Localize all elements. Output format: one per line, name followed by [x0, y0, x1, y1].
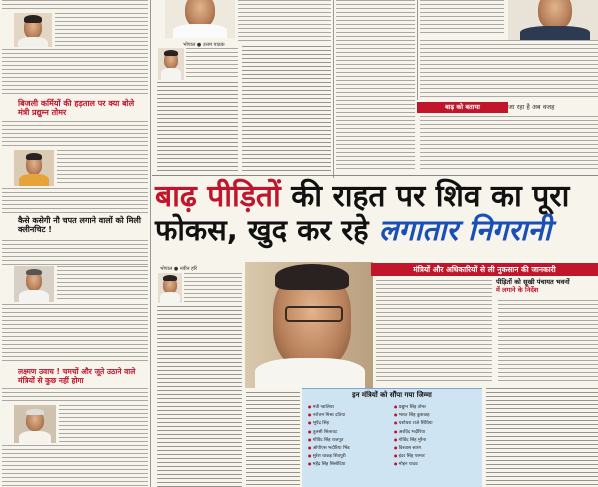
article-text-block	[157, 306, 242, 487]
list-item: ● तुलसी सिलावट	[308, 428, 392, 436]
list-item: ● यशोधरा राजे सिंधिया	[394, 419, 478, 427]
minister-list-left	[308, 403, 392, 469]
politician-photo	[14, 13, 52, 47]
list-item: ● महेंद्र सिंह सिसोदिया	[308, 460, 392, 468]
left-headline-3: लक्ष्मण उवाच ! चमचों और जूते उठाने वाले मंत्रियों से कुछ नहीं होगा	[18, 367, 136, 385]
article-text-block	[2, 188, 148, 214]
story-byline: भोपाल ● नवीन हरि	[160, 266, 198, 272]
article-text-block	[2, 0, 148, 12]
list-item: ● भूपेंद्र सिंह	[308, 419, 392, 427]
mini-banner-trailing: जा रहा है अब वजह	[508, 103, 555, 111]
spectacles-icon	[285, 306, 343, 322]
minister-list-right	[394, 403, 478, 469]
official-top-right-photo	[508, 0, 598, 40]
main-headline-line2: फोकस, खुद कर रहे	[155, 212, 369, 247]
article-text-block	[238, 0, 331, 44]
article-text-block	[2, 388, 148, 404]
article-text-block	[59, 405, 148, 443]
article-text-block	[420, 40, 598, 100]
article-text-block	[336, 0, 415, 172]
leader-photo	[14, 405, 56, 443]
list-item: ● ओपीएस भदौरिया भिंड	[308, 444, 392, 452]
article-text-block	[486, 388, 598, 487]
list-item: ● सुरेश धाकड़ शिवपुरी	[308, 452, 392, 460]
article-text-block	[2, 445, 148, 487]
article-text-block	[420, 0, 504, 34]
article-text-block	[55, 13, 148, 47]
main-headline-blue: लगातार निगरानी	[378, 212, 552, 247]
list-item: ● प्रद्युम्न सिंह तोमर	[394, 403, 478, 411]
article-text-block	[246, 392, 300, 487]
minister-list-box	[302, 388, 482, 487]
article-text-block	[420, 116, 598, 172]
article-text-block	[2, 240, 148, 268]
list-item: ● मोहन यादव	[394, 460, 478, 468]
sidebar-line-2: में लगाने के निर्देश	[496, 286, 539, 295]
main-headline-red: बाढ़ पीड़ितों	[155, 179, 281, 214]
minister-photo	[14, 150, 54, 186]
list-item: ● गोविंद सिंह राजपूत	[308, 436, 392, 444]
official-photo	[14, 266, 54, 302]
article-text-block	[186, 48, 238, 80]
list-item: ● नरोत्तम मिश्रा दतिया	[308, 411, 392, 419]
left-headline-1: बिजली कर्मियों की हड़ताल पर क्या बोले मंत्री प्रद्युम्न तोमर	[18, 99, 135, 118]
reporter-photo-2	[158, 273, 182, 303]
article-text-block	[57, 150, 148, 186]
column-rule	[150, 0, 151, 487]
list-item: ● इंदर सिंह परमार	[394, 452, 478, 460]
main-headline-line1: की राहत पर शिव का पूरा	[291, 179, 570, 214]
main-headline	[155, 180, 595, 246]
section-divider	[152, 175, 598, 176]
sidebar-line-1: पीड़ितों को सूखी पंचायत भवनों	[496, 278, 570, 286]
reporter-photo	[158, 48, 184, 80]
list-item: ● विश्वास सारंग	[394, 444, 478, 452]
article-text-block	[376, 280, 492, 384]
article-text-block	[242, 46, 331, 172]
sidebar-headline	[496, 278, 598, 294]
left-headline-2: कैसे कसेगी नौ चपत लगाने वालों को मिली क्लीनचिट !	[18, 216, 141, 235]
column-rule	[417, 0, 418, 100]
article-text-block	[157, 82, 238, 172]
article-text-block	[57, 266, 148, 302]
list-item: ● मंत्री ग्वालियर	[308, 403, 392, 411]
article-text-block	[2, 49, 148, 97]
article-text-block	[184, 273, 242, 303]
top-byline: भोपाल ● उत्तम पाठक	[183, 42, 225, 48]
minister-list-title: इन मंत्रियों को सौंपा गया जिम्मा	[352, 391, 432, 399]
article-text-block	[2, 121, 148, 149]
list-item: ● अरविंद भदौरिया	[394, 428, 478, 436]
mini-banner-label: बाढ़ को बताया	[417, 102, 508, 113]
cm-top-photo	[165, 0, 235, 38]
shivraj-photo	[245, 262, 373, 388]
list-item: ● गोविंद सिंह मुरैना	[394, 436, 478, 444]
list-item: ● भारत सिंह कुशवाह	[394, 411, 478, 419]
column-rule	[333, 0, 334, 178]
article-text-block	[498, 300, 598, 384]
red-banner: मंत्रियों और अधिकारियों से ली नुकसान की जानकारी	[371, 263, 598, 276]
article-text-block	[2, 304, 148, 364]
